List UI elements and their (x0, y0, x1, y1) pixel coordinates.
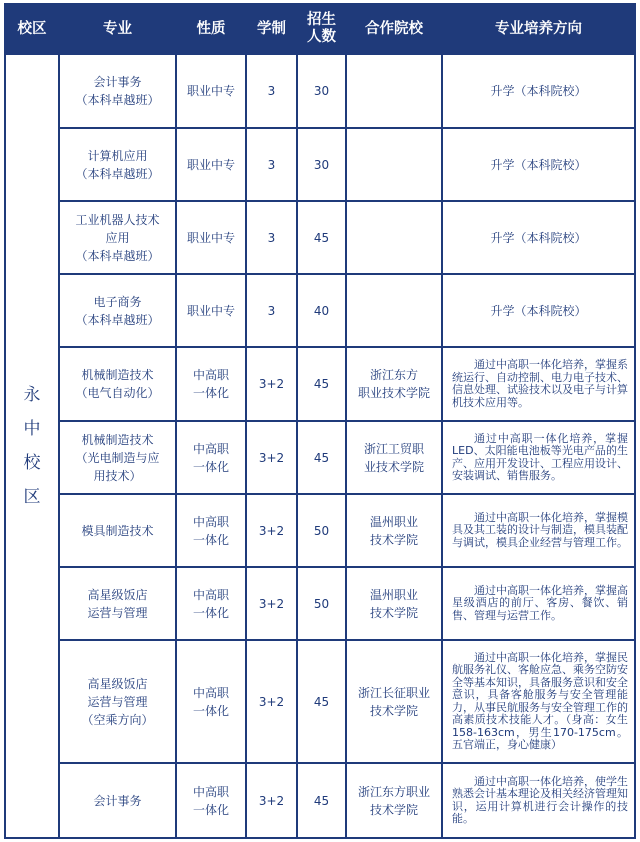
row-10-nature: 中高职 一体化 (177, 764, 245, 837)
row-9-nature: 中高职 一体化 (177, 641, 245, 762)
row-8-years: 3+2 (247, 568, 296, 639)
row-7-major: 模具制造技术 (60, 495, 175, 566)
row-3-years: 3 (247, 202, 296, 273)
row-5-enroll: 45 (298, 348, 345, 420)
row-3-major: 工业机器人技术 应用 （本科卓越班） (60, 202, 175, 273)
row-2-partner (347, 129, 441, 200)
row-6-years: 3+2 (247, 422, 296, 493)
row-6-partner: 浙江工贸职 业技术学院 (347, 422, 441, 493)
row-7-enroll: 50 (298, 495, 345, 566)
row-2-major: 计算机应用 （本科卓越班） (60, 129, 175, 200)
row-2-years: 3 (247, 129, 296, 200)
row-8-direction (443, 568, 634, 639)
row-3-enroll: 45 (298, 202, 345, 273)
header-campus: 校区 (17, 20, 47, 37)
row-4-major: 电子商务 （本科卓越班） (60, 275, 175, 346)
row-3-partner (347, 202, 441, 273)
row-5-direction (443, 348, 634, 420)
row-10-direction (443, 764, 634, 837)
row-6-enroll: 45 (298, 422, 345, 493)
row-1-partner (347, 55, 441, 127)
direction-text: 通过中高职一体化培养，掌握民航服务礼仪、客舱应急、乘务空防安全等基本知识，具备服务意识和安全意识，具备客舱服务与安全管理能力，从事民航服务与安全管理工作的高素质技术技能人才。（身高：女生158-163cm，男生170-175cm。五官端正，身心健康） (452, 650, 628, 751)
row-9-years: 3+2 (247, 641, 296, 762)
row-5-partner: 浙江东方 职业技术学院 (347, 348, 441, 420)
header-partner: 合作院校 (365, 20, 423, 37)
campus-cell (6, 55, 58, 837)
row-9-partner: 浙江长征职业 技术学院 (347, 641, 441, 762)
row-10-enroll: 45 (298, 764, 345, 837)
direction-text: 通过中高职一体化培养，掌握模具及其工装的设计与制造，模具装配与调试，模具企业经营与管理工作。 (452, 510, 628, 549)
row-3-nature: 职业中专 (177, 202, 245, 273)
direction-text: 通过中高职一体化培养，掌握系统运行、自动控制、电力电子技术、信息处理、试验技术以及电子与计算机技术应用等。 (452, 358, 628, 409)
admissions-table (4, 3, 636, 839)
direction-text: 通过中高职一体化培养，掌握高星级酒店的前厅、客房、餐饮、销售、管理与运营工作。 (452, 583, 628, 622)
header-nature: 性质 (196, 20, 226, 37)
row-10-major: 会计事务 (60, 764, 175, 837)
row-2-enroll: 30 (298, 129, 345, 200)
row-10-partner: 浙江东方职业 技术学院 (347, 764, 441, 837)
row-1-years: 3 (247, 55, 296, 127)
row-8-enroll: 50 (298, 568, 345, 639)
row-4-years: 3 (247, 275, 296, 346)
row-2-nature: 职业中专 (177, 129, 245, 200)
row-5-major: 机械制造技术 （电气自动化） (60, 348, 175, 420)
row-7-partner: 温州职业 技术学院 (347, 495, 441, 566)
row-4-nature: 职业中专 (177, 275, 245, 346)
direction-text: 通过中高职一体化培养，使学生熟悉会计基本理论及相关经济管理知识，运用计算机进行会计操作的技能。 (452, 774, 628, 825)
row-1-direction: 升学（本科院校） (443, 55, 634, 127)
row-9-direction (443, 641, 634, 762)
row-1-major: 会计事务 （本科卓越班） (60, 55, 175, 127)
row-6-major: 机械制造技术 （光电制造与应 用技术） (60, 422, 175, 493)
row-6-direction (443, 422, 634, 493)
direction-text: 通过中高职一体化培养，掌握LED、太阳能电池板等光电产品的生产、应用开发设计、工程应用设计、安装调试、销售服务。 (452, 431, 628, 482)
row-4-partner (347, 275, 441, 346)
row-4-direction: 升学（本科院校） (443, 275, 634, 346)
row-2-direction: 升学（本科院校） (443, 129, 634, 200)
row-9-major: 高星级饭店 运营与管理 （空乘方向） (60, 641, 175, 762)
row-10-years: 3+2 (247, 764, 296, 837)
header-years: 学制 (257, 20, 286, 37)
row-4-enroll: 40 (298, 275, 345, 346)
row-6-nature: 中高职 一体化 (177, 422, 245, 493)
header-direction: 专业培养方向 (495, 20, 582, 37)
header-enroll: 招生 人数 (307, 12, 336, 45)
row-1-nature: 职业中专 (177, 55, 245, 127)
row-5-years: 3+2 (247, 348, 296, 420)
row-1-enroll: 30 (298, 55, 345, 127)
row-7-years: 3+2 (247, 495, 296, 566)
header-major: 专业 (103, 20, 132, 37)
row-3-direction: 升学（本科院校） (443, 202, 634, 273)
row-8-partner: 温州职业 技术学院 (347, 568, 441, 639)
row-7-nature: 中高职 一体化 (177, 495, 245, 566)
campus-name: 永中校区 (23, 385, 41, 507)
row-8-major: 高星级饭店 运营与管理 (60, 568, 175, 639)
row-8-nature: 中高职 一体化 (177, 568, 245, 639)
row-7-direction (443, 495, 634, 566)
row-5-nature: 中高职 一体化 (177, 348, 245, 420)
row-9-enroll: 45 (298, 641, 345, 762)
